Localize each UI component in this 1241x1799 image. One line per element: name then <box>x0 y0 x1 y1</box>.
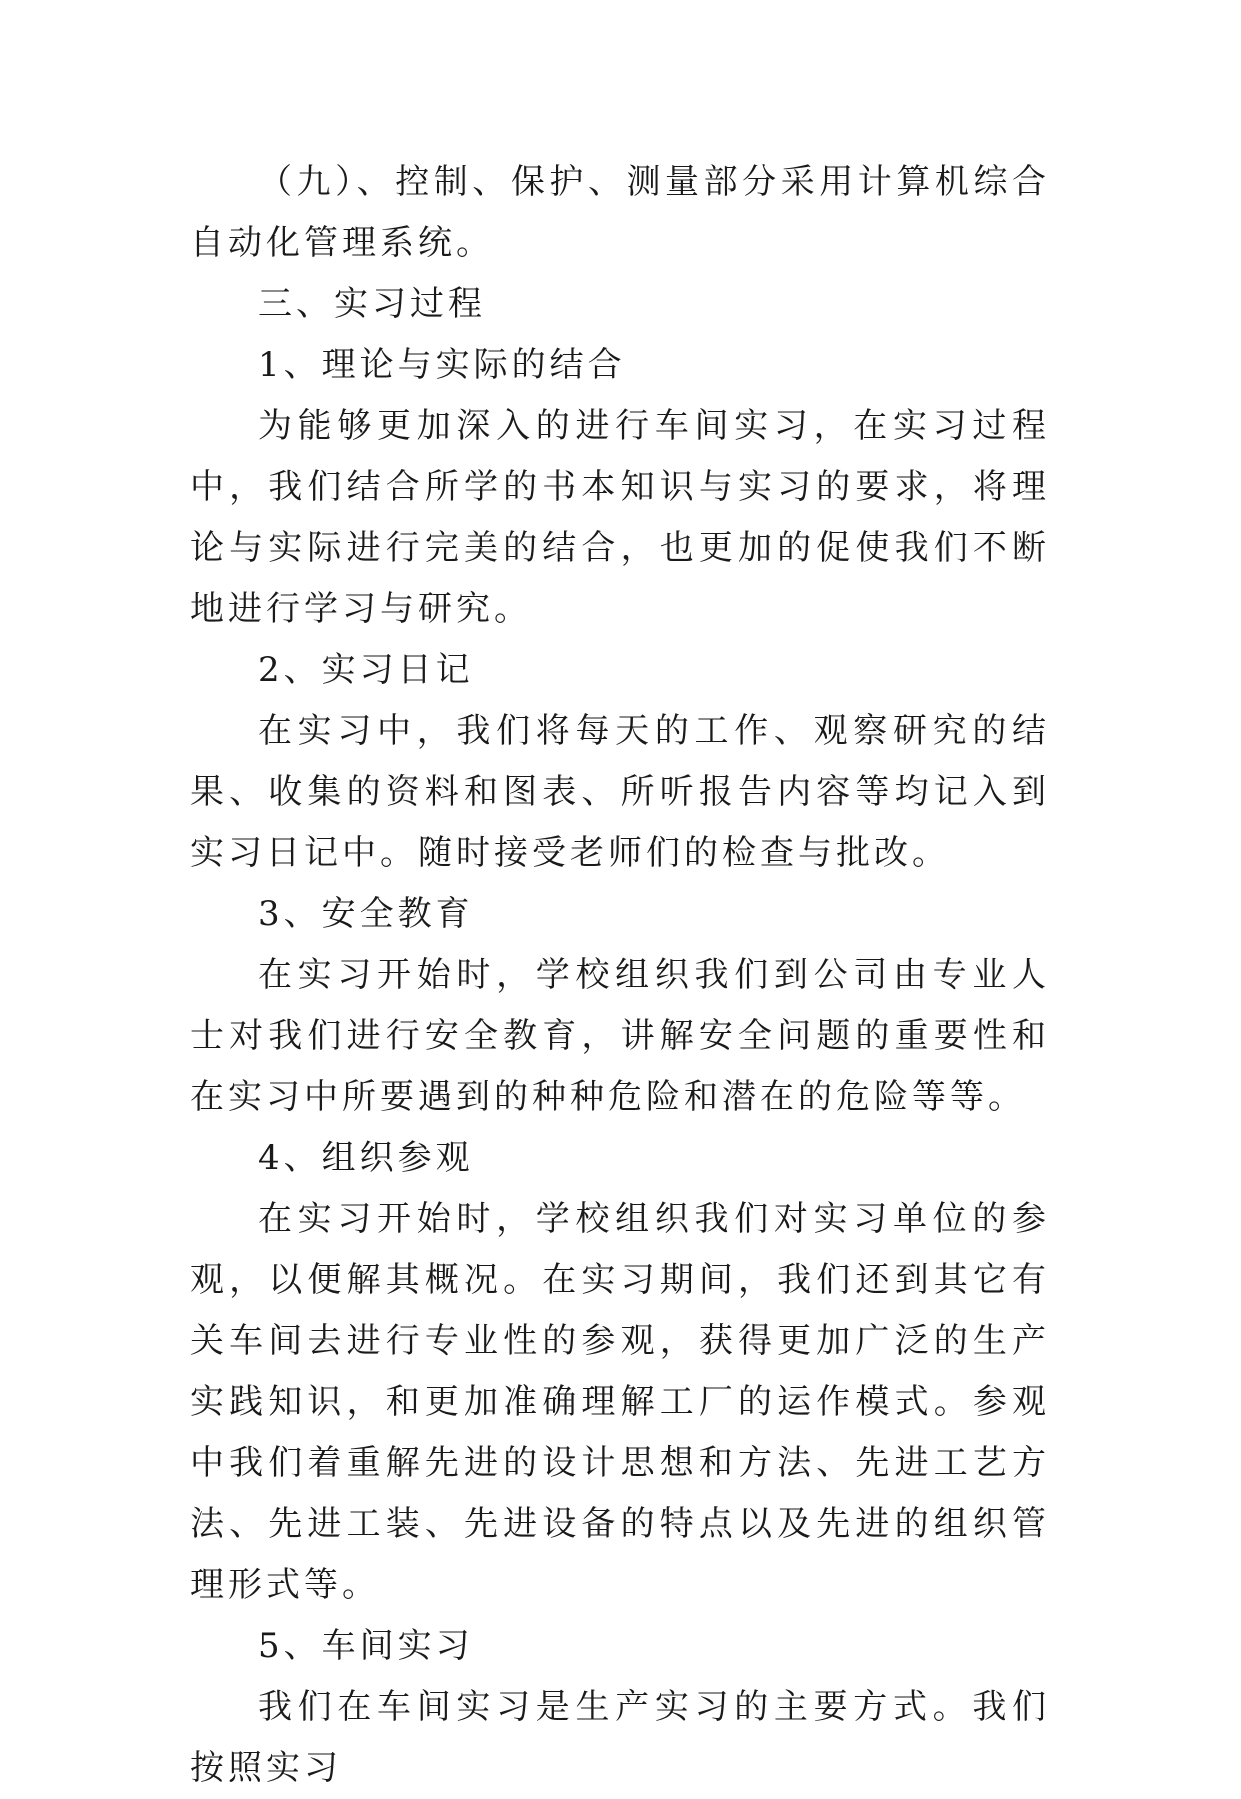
subheading-organized-visit: 4、组织参观 <box>258 1138 474 1178</box>
document-body <box>190 152 1050 1799</box>
paragraph-workshop-internship: 我们在车间实习是生产实习的主要方式。我们按照实习 <box>190 1687 1050 1788</box>
paragraph-organized-visit: 在实习开始时，学校组织我们对实习单位的参观，以便解其概况。在实习期间，我们还到其它有关车间去进行专业性的参观，获得更加广泛的生产实践知识，和更加准确理解工厂的运作模式。参观中我们着重解先进的设计思想和方法、先进工艺方法、先进工装、先进设备的特点以及先进的组织管理形式等。 <box>190 1199 1050 1605</box>
subheading-theory-practice: 1、理论与实际的结合 <box>258 345 626 385</box>
subheading-internship-diary: 2、实习日记 <box>258 650 474 690</box>
section-heading-internship-process: 三、实习过程 <box>258 284 486 324</box>
subheading-workshop-internship: 5、车间实习 <box>258 1626 474 1666</box>
paragraph-internship-diary: 在实习中，我们将每天的工作、观察研究的结果、收集的资料和图表、所听报告内容等均记入到实习日记中。随时接受老师们的检查与批改。 <box>190 711 1050 873</box>
paragraph-theory-practice: 为能够更加深入的进行车间实习，在实习过程中，我们结合所学的书本知识与实习的要求，将理论与实际进行完美的结合，也更加的促使我们不断地进行学习与研究。 <box>190 406 1050 629</box>
subheading-safety-education: 3、安全教育 <box>258 894 474 934</box>
paragraph-safety-education: 在实习开始时，学校组织我们到公司由专业人士对我们进行安全教育，讲解安全问题的重要性和在实习中所要遇到的种种危险和潜在的危险等等。 <box>190 955 1050 1117</box>
paragraph-control-system: （九）、控制、保护、测量部分采用计算机综合自动化管理系统。 <box>190 162 1050 263</box>
